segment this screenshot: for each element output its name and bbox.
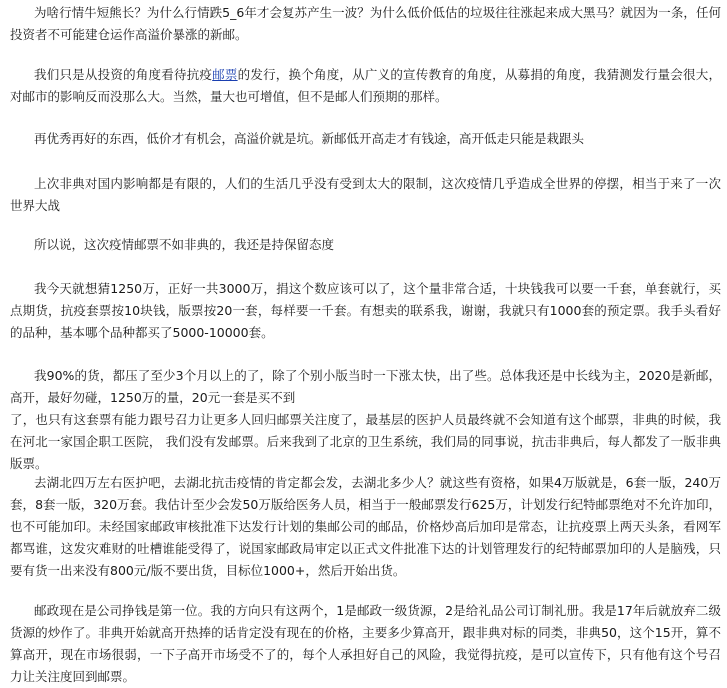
paragraph-6 <box>10 278 721 344</box>
paragraph-4-text: 上次非典对国内影响都是有限的，人们的生活几乎没有受到太大的限制，这次疫情几乎造成全世界的停摆，相当于来了一次世界大战 <box>10 176 721 213</box>
stamp-link[interactable]: 邮票 <box>212 67 238 82</box>
paragraph-3 <box>10 128 721 150</box>
paragraph-2-text-end: 的发行，换个角度，从广义的宣传教育的角度，从募捐的角度，我猜测发行量会很大，对邮市的影响反而没那么大。当然，量大也可增值，但不是邮人们预期的那样。 <box>10 67 721 104</box>
paragraph-7-continuation: 了，也只有这套票有能力跟号召力让更多人回归邮票关注度了，最基层的医护人员最终就不会知道有这个邮票，非典的时候，我在河北一家国企职工医院， 我们没有发邮票。后来我到了北京的卫生系统，我们局的同事说，抗击非典后，每人都发了一版非典版票。 <box>10 412 721 471</box>
paragraph-5 <box>10 234 721 256</box>
paragraph-1-text: 为啥行情牛短熊长？为什么行情跌5_6年才会复苏产生一波？为什么低价低估的垃圾往往涨起来成大黑马？就因为一条，任何投资者不可能建仓运作高溢价暴涨的新邮。 <box>10 5 721 42</box>
paragraph-7-first-line: 我90%的货，都压了至少3个月以上的了，除了个别小版当时一下涨太快，出了些。总体我还是中长线为主，2020是新邮，高开，最好勿碰，1250万的量，20元一套是买不到 <box>10 368 721 405</box>
paragraph-9 <box>10 600 721 688</box>
paragraph-2 <box>10 64 721 108</box>
paragraph-9-text: 邮政现在是公司挣钱是第一位。我的方向只有这两个，1是邮政一级货源，2是给礼品公司订制礼册。我是17年后就放弃二级货源的炒作了。非典开始就高开热捧的话肯定没有现在的价格，主要多少算高开，跟非典对标的同类，非典50，这个15开，算不算高开，现在市场很弱，一下子高开市场受不了的，每个人承担好自己的风险，我觉得抗疫，是可以宣传下，只有他有这个号召力让关注度回到邮票。 <box>10 603 721 684</box>
paragraph-3-text: 再优秀再好的东西，低价才有机会，高溢价就是坑。新邮低开高走才有钱途，高开低走只能是栽跟头 <box>34 131 585 146</box>
paragraph-8 <box>10 472 721 582</box>
paragraph-8-text: 去湖北四万左右医护吧，去湖北抗击疫情的肯定都会发，去湖北多少人？就这些有资格，如果4万版就是，6套一版，240万套，8套一版，320万套。我估计至少会发50万版给医务人员，相当于一般邮票发行625万，计划发行纪特邮票绝对不允许加印，也不可能加印。未经国家邮政审核批准下达发行计划的集邮公司的邮品，价格炒高后加印是常态，让抗疫票上两天头条，看网军都骂谁，这发灾难财的吐槽谁能受得了，说国家邮政局审定以正式文件批准下达的计划管理发行的纪特邮票加印的人是脑残，只要有货一出来没有800元/版不要出货，目标位1000+，然后开始出货。 <box>10 475 721 578</box>
paragraph-5-text: 所以说，这次疫情邮票不如非典的，我还是持保留态度 <box>34 237 335 252</box>
paragraph-7 <box>10 365 721 475</box>
paragraph-2-text-start: 我们只是从投资的角度看待抗疫 <box>34 67 213 82</box>
paragraph-4 <box>10 173 721 217</box>
paragraph-6-text: 我今天就想猜1250万，正好一共3000万，捐这个数应该可以了，这个量非常合适，十块钱我可以要一千套，单套就行，买点期货，抗疫套票按10块钱，版票按20一套，每样要一千套。有想卖的联系我，谢谢，我就只有1000套的预定票。我手头看好的品种，基本哪个品种都买了5000-10000套。 <box>10 281 721 340</box>
paragraph-1 <box>10 2 721 46</box>
